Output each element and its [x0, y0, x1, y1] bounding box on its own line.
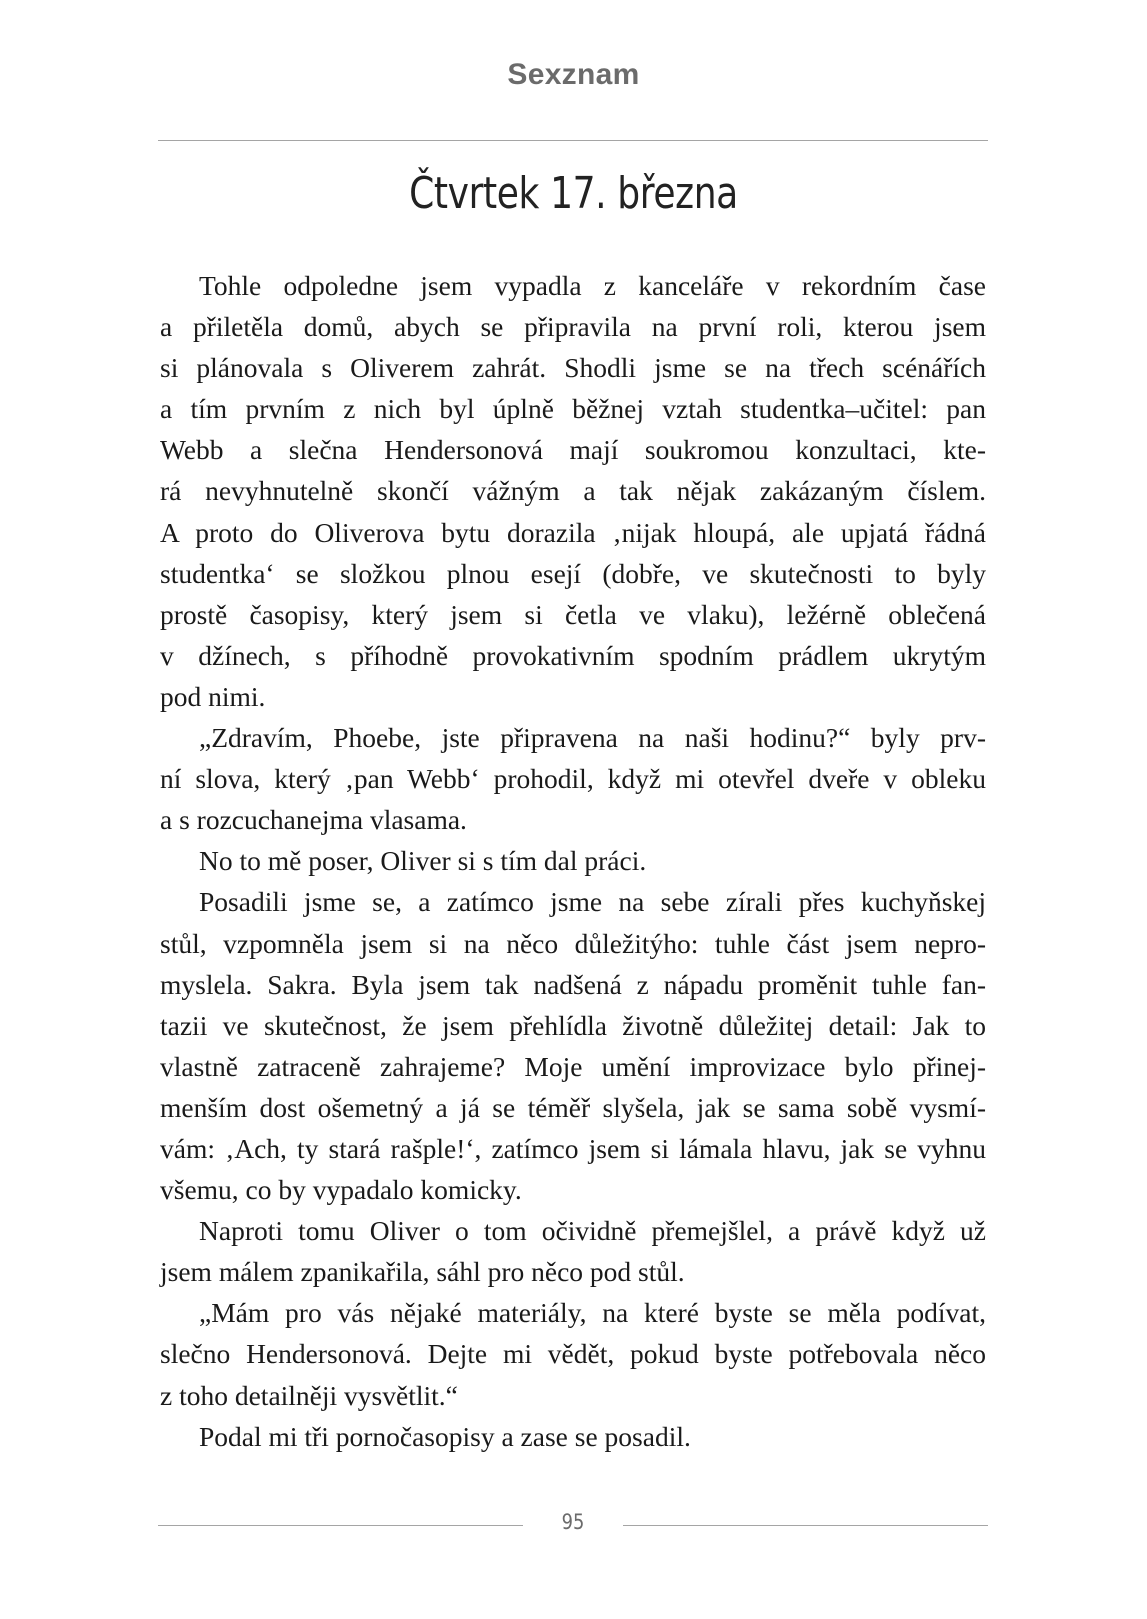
text-line: myslela. Sakra. Byla jsem tak nadšená z nápadu proměnit tuhle fan- [160, 968, 986, 1000]
chapter-title: Čtvrtek 17. března [409, 168, 738, 219]
text-line: v džínech, s příhodně provokativním spodním prádlem ukrytým [160, 639, 986, 671]
text-line: vlastně zatraceně zahrajeme? Moje umění improvizace bylo přinej- [160, 1050, 986, 1082]
text-line: a tím prvním z nich byl úplně běžnej vztah studentka–učitel: pan [160, 393, 986, 425]
text-line: „Zdravím, Phoebe, jste připravena na naši hodinu?“ byly prv- [199, 722, 986, 754]
text-line: Podal mi tři pornočasopisy a zase se posadil. [199, 1420, 691, 1452]
text-line: rá nevyhnutelně skončí vážným a tak nějak zakázaným číslem. [160, 475, 986, 507]
text-line: Tohle odpoledne jsem vypadla z kanceláře v rekordním čase [199, 270, 986, 301]
running-head-title: Sexznam [507, 58, 640, 91]
text-line: A proto do Oliverova bytu dorazila ‚nijak hloupá, ale upjatá řádná [160, 516, 986, 548]
text-line: „Mám pro vás nějaké materiály, na které byste se měla podívat, [199, 1297, 986, 1329]
footer-divider-left [158, 1525, 523, 1526]
text-line: jsem málem zpanikařila, sáhl pro něco pod stůl. [160, 1256, 685, 1288]
text-line: si plánovala s Oliverem zahrát. Shodli jsme se na třech scénářích [160, 352, 986, 384]
body-text [160, 265, 986, 1457]
text-line: studentka‘ se složkou plnou esejí (dobře, ve skutečnosti to byly [160, 557, 986, 589]
text-line: všemu, co by vypadalo komicky. [160, 1174, 522, 1206]
header-divider [158, 140, 988, 141]
text-line: slečno Hendersonová. Dejte mi vědět, pokud byste potřebovala něco [160, 1338, 986, 1370]
text-line: tazii ve skutečnost, že jsem přehlídla životně důležitej detail: Jak to [160, 1009, 986, 1041]
text-line: Naproti tomu Oliver o tom očividně přemejšlel, a právě když už [199, 1215, 986, 1247]
text-line: z toho detailněji vysvětlit.“ [160, 1379, 458, 1411]
page-number: 95 [561, 1510, 585, 1534]
text-line: pod nimi. [160, 680, 266, 712]
text-line: vám: ‚Ach, ty stará rašple!‘, zatímco jsem si lámala hlavu, jak se vyhnu [160, 1132, 986, 1164]
text-line: Webb a slečna Hendersonová mají soukromou konzultaci, kte- [160, 434, 986, 466]
text-line: No to mě poser, Oliver si s tím dal práci. [199, 845, 647, 877]
text-line: menším dost ošemetný a já se téměř slyšela, jak se sama sobě vysmí- [160, 1091, 986, 1123]
text-line: stůl, vzpomněla jsem si na něco důležitýho: tuhle část jsem nepro- [160, 927, 986, 959]
text-line: a přiletěla domů, abych se připravila na první roli, kterou jsem [160, 311, 986, 343]
text-line: a s rozcuchanejma vlasama. [160, 804, 467, 836]
text-line: ní slova, který ‚pan Webb‘ prohodil, když mi otevřel dveře v obleku [160, 763, 986, 795]
text-line: Posadili jsme se, a zatímco jsme na sebe zírali přes kuchyňskej [199, 886, 986, 918]
footer-divider-right [623, 1525, 988, 1526]
text-line: prostě časopisy, který jsem si četla ve vlaku), ležérně oblečená [160, 598, 986, 630]
